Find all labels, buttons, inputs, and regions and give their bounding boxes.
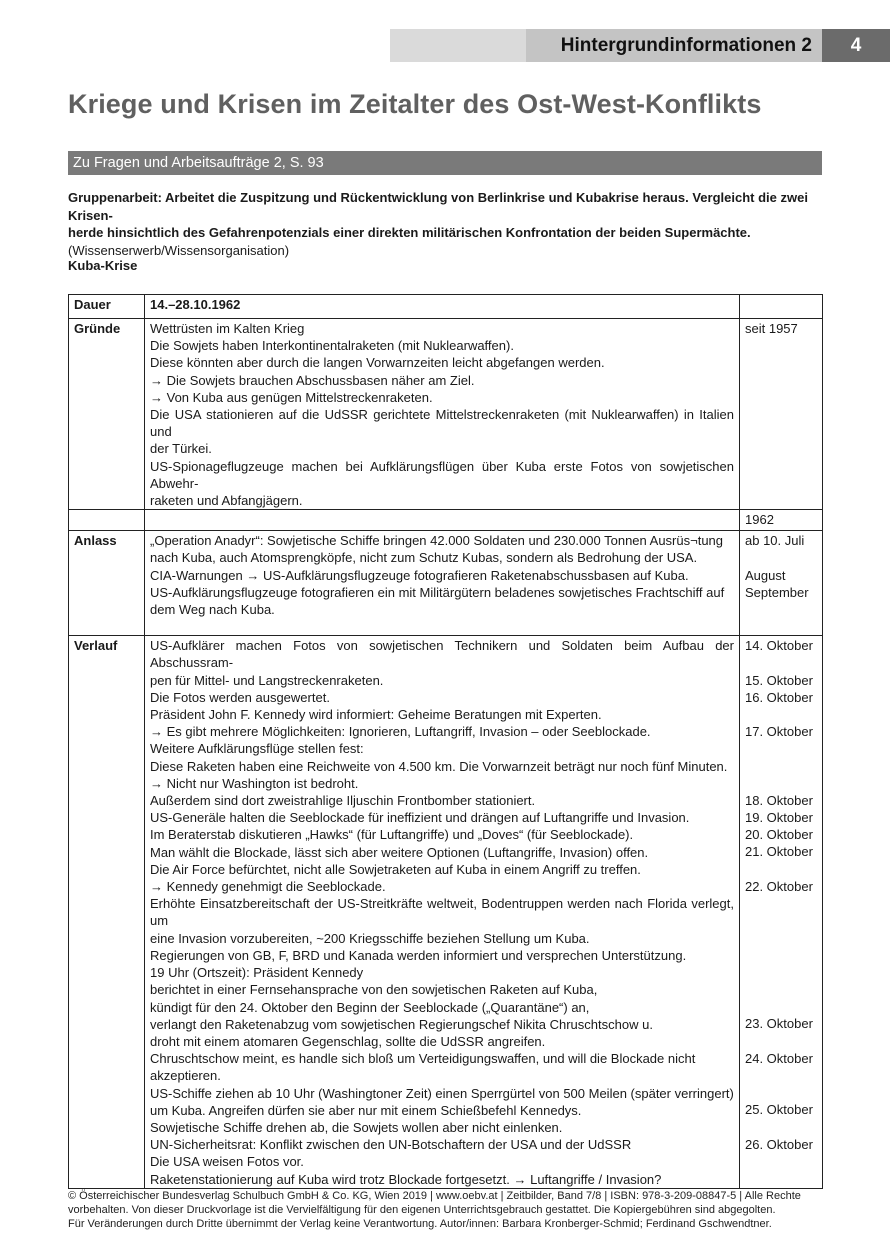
date-cell <box>740 531 823 636</box>
text-line: dem Weg nach Kuba. <box>150 602 275 618</box>
page-title: Kriege und Krisen im Zeitalter des Ost-West-Konflikts <box>68 89 762 119</box>
page-number: 4 <box>822 29 890 62</box>
text-line: → Kennedy genehmigt die Seeblockade. <box>150 879 386 895</box>
date-entry <box>745 964 817 981</box>
date-entry <box>745 706 817 723</box>
row-label: Anlass <box>69 531 145 636</box>
date-entry <box>745 775 817 792</box>
date-cell <box>740 319 823 510</box>
date-entry: seit 1957 <box>745 321 798 336</box>
date-entry <box>745 912 817 929</box>
text-line: verlangt den Raketenabzug vom sowjetischen Regierungschef Nikita Chruschtschow u. <box>150 1016 653 1032</box>
date-entry: 18. Oktober <box>745 792 813 808</box>
row-label: Dauer <box>69 295 145 319</box>
date-entry: August <box>745 567 786 583</box>
description-cell <box>145 319 740 510</box>
text-line: UN-Sicherheitsrat: Konflikt zwischen den UN-Botschaftern der USA und der UdSSR <box>150 1137 632 1153</box>
date-entry <box>745 998 817 1015</box>
footer-line: Für Veränderungen durch Dritte übernimmt der Verlag keine Verantwortung. Autor/innen: Barbara Kronberger-Schmid; Ferdinand Gschwendtner. <box>68 1218 772 1230</box>
header-section-label: Hintergrundinformationen 2 <box>526 29 822 62</box>
text-line: US-Aufklärer machen Fotos von sowjetischen Technikern und Soldaten beim Aufbau der Abschussram- <box>150 638 734 671</box>
text-line: Regierungen von GB, F, BRD und Kanada werden informiert und versprechen Unterstützung. <box>150 947 687 963</box>
date-entry: September <box>745 584 809 600</box>
text-line: US-Spionageflugzeuge machen bei Aufklärungsflügen über Kuba erste Fotos von sowjetischen Abwehr- <box>150 458 734 491</box>
task-block <box>68 189 818 259</box>
text-line: eine Invasion vorzubereiten, ~200 Kriegsschiffe beziehen Stellung um Kuba. <box>150 930 590 946</box>
task-line-2: herde hinsichtlich des Gefahrenpotenzials einer direkten militärischen Konfrontation der beiden Supermächte. <box>68 225 751 240</box>
text-line: Außerdem sind dort zweistrahlige Iljuschin Frontbomber stationiert. <box>150 793 536 809</box>
text-line: US-Generäle halten die Seeblockade für ineffizient und drängen auf Luftangriffe und Invasion. <box>150 810 690 826</box>
date-cell <box>740 636 823 1189</box>
text-line: Die Air Force befürchtet, nicht alle Sowjetraketen auf Kuba in einem Angriff zu treffen. <box>150 861 641 877</box>
date-entry <box>745 740 817 757</box>
text-line: → Die Sowjets brauchen Abschussbasen näher am Ziel. <box>150 372 475 388</box>
date-entry: 19. Oktober <box>745 810 813 826</box>
row-label: Gründe <box>69 319 145 510</box>
date-entry: ab 10. Juli <box>745 533 805 549</box>
text-line: Im Beraterstab diskutieren „Hawks“ (für Luftangriffe) und „Doves“ (für Seeblockade). <box>150 827 634 843</box>
date-entry <box>745 895 817 912</box>
row-label <box>69 510 145 531</box>
date-entry: 14. Oktober <box>745 638 813 654</box>
date-entry: 22. Oktober <box>745 878 813 894</box>
text-line: → Es gibt mehrere Möglichkeiten: Ignorieren, Luftangriff, Invasion – oder Seeblockade. <box>150 724 651 740</box>
date-entry: 21. Oktober <box>745 844 813 860</box>
table-row-verlauf <box>69 636 823 1189</box>
date-entry <box>745 758 817 775</box>
dauer-value: 14.–28.10.1962 <box>145 295 740 319</box>
table-row-year <box>69 510 823 531</box>
description-cell <box>145 531 740 636</box>
table-row-anlass <box>69 531 823 636</box>
text-line: Sowjetische Schiffe drehen ab, die Sowjets wollen aber nicht einlenken. <box>150 1119 563 1135</box>
text-line: CIA-Warnungen → US-Aufklärungsflugzeuge fotografieren Raketenabschussbasen auf Kuba. <box>150 567 689 583</box>
text-line: pen für Mittel- und Langstreckenraketen. <box>150 672 384 688</box>
text-line: der Türkei. <box>150 441 212 457</box>
text-line: Chruschtschow meint, es handle sich bloß um Verteidigungswaffen, und will die Blockade nicht <box>150 1051 696 1067</box>
text-line: Diese könnten aber durch die langen Vorwarnzeiten leicht abgefangen werden. <box>150 355 605 371</box>
date-entry: 1962 <box>745 512 774 528</box>
task-note: (Wissenserwerb/Wissensorganisation) <box>68 242 290 258</box>
date-entry <box>745 861 817 878</box>
text-line: „Operation Anadyr“: Sowjetische Schiffe bringen 42.000 Soldaten und 230.000 Tonnen Ausrüs¬tung <box>150 533 724 549</box>
text-line: US-Aufklärungsflugzeuge fotografieren ein mit Militärgütern beladenes sowjetisches Frachtschiff auf <box>150 584 725 600</box>
text-line: → Von Kuba aus genügen Mittelstreckenraketen. <box>150 389 433 405</box>
date-entry <box>745 981 817 998</box>
date-cell <box>740 510 823 531</box>
date-cell <box>740 295 823 319</box>
header-decor-block <box>390 29 526 62</box>
date-entry: 20. Oktober <box>745 827 813 843</box>
text-line: droht mit einem atomaren Gegenschlag, sollte die UdSSR angreifen. <box>150 1033 546 1049</box>
text-line: Wettrüsten im Kalten Krieg <box>150 321 305 336</box>
description-cell <box>145 636 740 1189</box>
text-line: Die Fotos werden ausgewertet. <box>150 689 330 705</box>
text-line: Die USA stationieren auf die UdSSR gerichtete Mittelstreckenraketen (mit Nuklearwaffen) in Italien und <box>150 407 734 440</box>
text-line: akzeptieren. <box>150 1068 221 1084</box>
footer-line: vorbehalten. Von dieser Druckvorlage ist die Vervielfältigung für den eigenen Unterrichtsgebrauch gestattet. Die Kopiergebühren sind abgegolten. <box>68 1204 776 1216</box>
date-entry <box>745 601 817 618</box>
date-entry <box>745 947 817 964</box>
date-entry: 24. Oktober <box>745 1050 813 1066</box>
text-line: Präsident John F. Kennedy wird informiert: Geheime Beratungen mit Experten. <box>150 707 602 723</box>
date-entry <box>745 1118 817 1135</box>
table-row-gruende <box>69 319 823 510</box>
date-entry: 17. Oktober <box>745 724 813 740</box>
task-line-1: Gruppenarbeit: Arbeitet die Zuspitzung und Rückentwicklung von Berlinkrise und Kubakrise heraus. Vergleicht die zwei Krisen- <box>68 190 808 223</box>
date-entry: 25. Oktober <box>745 1102 813 1118</box>
table-row-dauer <box>69 295 823 319</box>
text-line: Man wählt die Blockade, lässt sich aber weitere Optionen (Luftangriffe, Invasion) offen. <box>150 844 649 860</box>
date-entry <box>745 1067 817 1084</box>
date-entry: 23. Oktober <box>745 1016 813 1032</box>
date-entry <box>745 929 817 946</box>
date-entry <box>745 549 817 566</box>
text-line: Weitere Aufklärungsflüge stellen fest: <box>150 741 364 757</box>
row-label: Verlauf <box>69 636 145 1189</box>
text-line: Erhöhte Einsatzbereitschaft der US-Streitkräfte weltweit, Bodentruppen werden nach Florida verlegt, um <box>150 896 734 929</box>
subheading: Kuba-Krise <box>68 258 138 273</box>
date-entry: 16. Oktober <box>745 689 813 705</box>
description-cell <box>145 510 740 531</box>
text-line: kündigt für den 24. Oktober den Beginn der Seeblockade („Quarantäne“) an, <box>150 999 590 1015</box>
date-entry <box>745 1084 817 1101</box>
text-line: um Kuba. Angreifen dürfen sie aber nur mit einem Schießbefehl Kennedys. <box>150 1102 582 1118</box>
text-line: Raketenstationierung auf Kuba wird trotz Blockade fortgesetzt. → Luftangriffe / Invasion? <box>150 1171 662 1187</box>
text-line: Die Sowjets haben Interkontinentalraketen (mit Nuklearwaffen). <box>150 338 514 354</box>
text-line: nach Kuba, auch Atomsprengköpfe, nicht zum Schutz Kubas, sondern als Bedrohung der USA. <box>150 550 698 566</box>
text-line: Diese Raketen haben eine Reichweite von 4.500 km. Die Vorwarnzeit beträgt nur noch fünf Minuten. <box>150 758 728 774</box>
section-bar: Zu Fragen und Arbeitsaufträge 2, S. 93 <box>68 151 822 175</box>
text-line: raketen und Abfangjägern. <box>150 493 303 509</box>
date-entry: 26. Oktober <box>745 1136 813 1152</box>
footer-copyright <box>68 1189 828 1231</box>
text-line: Die USA weisen Fotos vor. <box>150 1154 304 1170</box>
text-line: US-Schiffe ziehen ab 10 Uhr (Washingtoner Zeit) einen Sperrgürtel von 500 Meilen (später verringert) <box>150 1085 734 1101</box>
crisis-table <box>68 294 823 1189</box>
text-line: 19 Uhr (Ortszeit): Präsident Kennedy <box>150 965 364 981</box>
date-entry <box>745 1033 817 1050</box>
text-line: → Nicht nur Washington ist bedroht. <box>150 775 359 791</box>
date-entry: 15. Oktober <box>745 672 813 688</box>
text-line: berichtet in einer Fernsehansprache von den sowjetischen Raketen auf Kuba, <box>150 982 598 998</box>
date-entry <box>745 654 817 671</box>
footer-line: © Österreichischer Bundesverlag Schulbuch GmbH & Co. KG, Wien 2019 | www.oebv.at | Zeitbilder, Band 7/8 | ISBN: 978-3-209-08847-5 | Alle Rechte <box>68 1190 801 1202</box>
